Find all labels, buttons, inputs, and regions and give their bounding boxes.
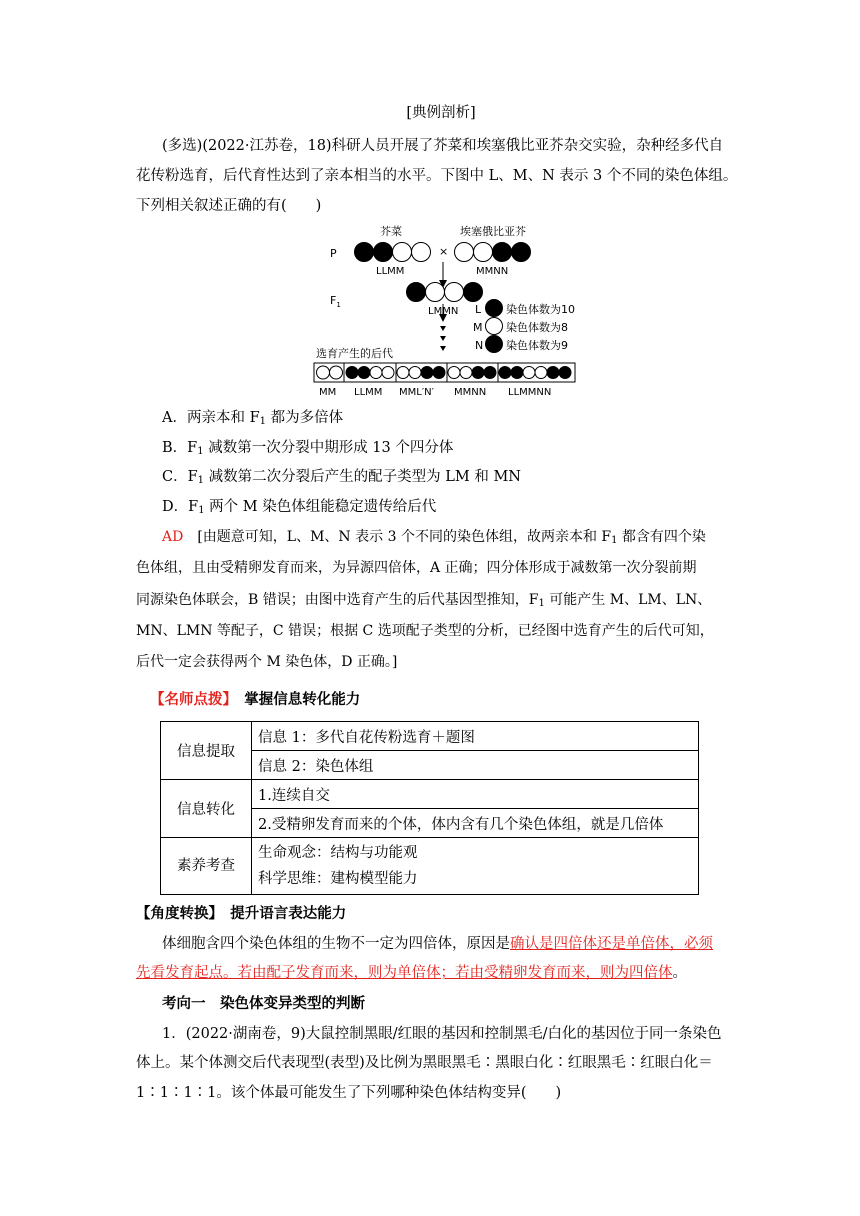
cross-symbol: × [439,245,449,258]
svg-text:染色体数为8: 染色体数为8 [506,321,568,334]
answer-line-2: 色体组，且由受精卵发育而来，为异源四倍体，A 正确；四分体形成于减数第一次分裂前期 [136,560,697,576]
chromosome-set-m [474,243,493,262]
offspring-strip [314,363,575,382]
chromosome-set-l [374,243,393,262]
chromosome-set-n [464,283,483,302]
problem-line-2: 花传粉选育，后代育性达到了亲本相当的水平。下图中 L、M、N 表示 3 个不同的染色体组。 [136,168,738,184]
table-row-head: 素养考查 [161,838,252,895]
table-cell: 信息 1：多代自花传粉选育＋题图 [252,722,699,751]
parent1-genome: LLMM [376,266,405,277]
table-row-head: 信息提取 [161,722,252,780]
answer-line-4: MN、LMN 等配子，C 错误；根据 C 选项配子类型的分析，已经图中选育产生的后代可知， [136,623,714,639]
svg-text:L: L [475,303,482,316]
parent1-name: 芥菜 [380,225,402,238]
table-cell: 1.连续自交 [252,780,699,809]
option-b: B．$F_1$ 减数第一次分裂中期形成 13 个四分体 [162,440,454,457]
svg-text:染色体数为9: 染色体数为9 [506,339,568,352]
chromosome-set-m [426,283,445,302]
answer-line-5: 后代一定会获得两个 M 染色体，D 正确。] [136,654,398,670]
problem-line-3: 下列相关叙述正确的有( ) [136,198,322,214]
svg-text:染色体数为10: 染色体数为10 [506,303,575,316]
chromosome-set-n [493,243,512,262]
question-1-line-3: 1∶1∶1∶1。该个体最可能发生了下列哪种染色体结构变异( ) [136,1085,562,1101]
chromosome-set-m [412,243,431,262]
table-cell: 生命观念：结构与功能观 科学思维：建构模型能力 [252,838,699,895]
parent2-genome: MMNN [476,266,509,277]
question-1-line-2: 体上。某个体测交后代表现型(表型)及比例为黑眼黑毛∶黑眼白化∶红眼黑毛∶红眼白化＝ [136,1055,713,1071]
angle-line-2: 先看发育起点。若由配子发育而来，则为单倍体；若由受精卵发育而来，则为四倍体。 [136,965,687,981]
chromosome-set-m [445,283,464,302]
generation-f1-label: $F_1$ [330,294,341,309]
offspring-title: 选育产生的后代 [316,347,393,360]
answer-line-1: AD [由题意可知，L、M、N 表示 3 个不同的染色体组，故两亲本和 $F_1$ 都含有四个染 [162,529,706,546]
chromosome-cross-figure [310,218,600,400]
option-d: D．$F_1$ 两个 M 染色体组能稳定遗传给后代 [162,499,437,516]
offspring-label: MMNN [454,387,487,398]
answer-key: AD [162,529,184,545]
offspring-label: LLMMNN [508,387,552,398]
answer-line-3: 同源染色体联会，B 错误；由图中选育产生的后代基因型推知，$F_1$ 可能产生 M、LM、LN、 [136,592,712,609]
section-heading: [典例剖析] [406,105,476,121]
offspring-label: LLMM [354,387,383,398]
chromosome-set-m [393,243,412,262]
option-a: A．两亲本和 $F_1$ 都为多倍体 [162,410,344,427]
generation-p-label: P [330,247,337,260]
angle-line-1: 体细胞含四个染色体组的生物不一定为四倍体，原因是确认是四倍体还是单倍体，必须 [162,936,713,952]
svg-text:N: N [475,339,484,352]
f1-genome: LMMN [428,306,459,317]
chromosome-set-n [512,243,531,262]
svg-text:M: M [473,321,483,334]
problem-line-1: (多选)(2022·江苏卷，18)科研人员开展了芥菜和埃塞俄比亚芥杂交实验，杂种经多代自 [162,138,724,154]
chromosome-set-l [407,283,426,302]
offspring-label: MML′N′ [399,387,434,398]
offspring-label: MM [319,387,337,398]
option-c: C．$F_1$ 减数第二次分裂后产生的配子类型为 LM 和 MN [162,469,521,486]
section-title: 考向一 染色体变异类型的判断 [162,995,365,1012]
parent2-name: 埃塞俄比亚芥 [460,225,526,238]
question-1-line-1: 1．(2022·湖南卷，9)大鼠控制黑眼/红眼的基因和控制黑毛/白化的基因位于同一条染色 [162,1026,722,1042]
tip-heading: 【名师点拨】 掌握信息转化能力 [150,691,361,708]
chromosome-set-m [455,243,474,262]
table-row-head: 信息转化 [161,780,252,838]
table-cell: 信息 2：染色体组 [252,751,699,780]
angle-heading: 【角度转换】 提升语言表达能力 [136,905,347,922]
legend [473,300,575,353]
info-table [160,721,699,895]
chromosome-set-l [355,243,374,262]
table-cell: 2.受精卵发育而来的个体，体内含有几个染色体组，就是几倍体 [252,809,699,838]
